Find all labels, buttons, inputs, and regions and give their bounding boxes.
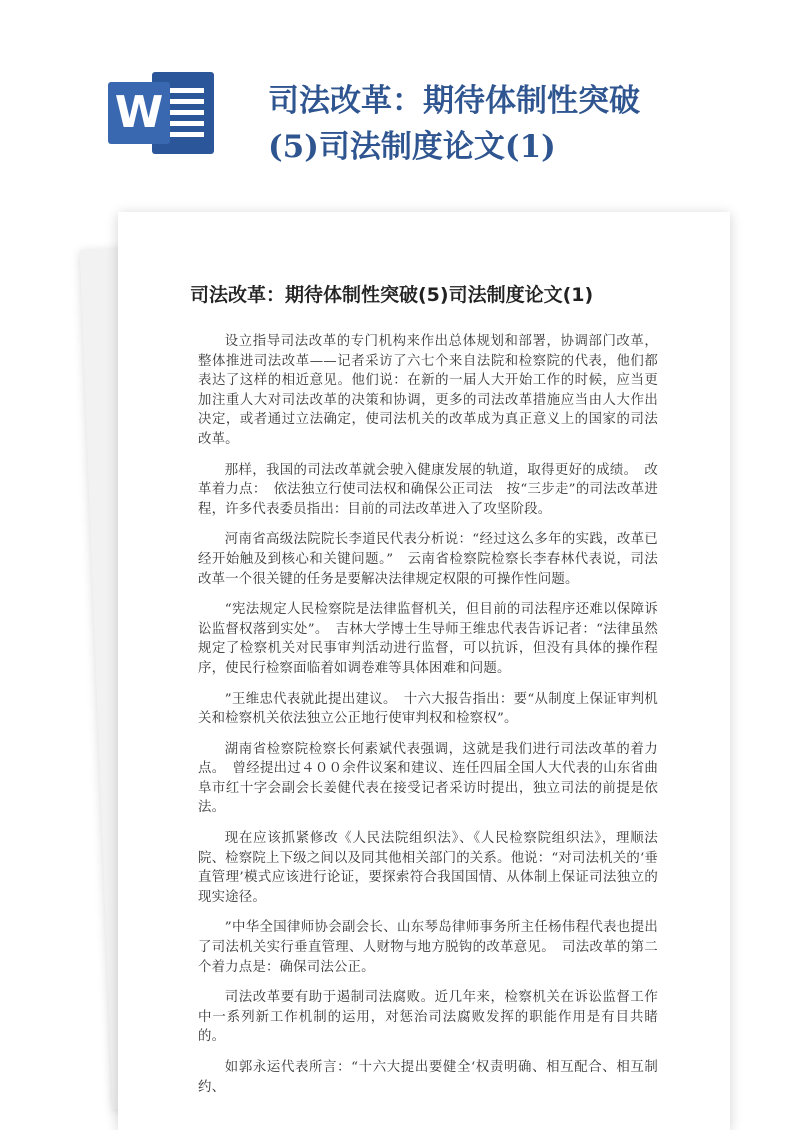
paragraph: 司法改革要有助于遏制司法腐败。近几年来，检察机关在诉讼监督工作中一系列新工作机制的运用，对惩治司法腐败发挥的职能作用是有目共睹的。 <box>198 990 658 1045</box>
document-title: 司法改革：期待体制性突破(5)司法制度论文(1) <box>190 284 594 306</box>
paragraph: 河南省高级法院院长李道民代表分析说：“经过这么多年的实践，改革已经开始触及到核心和关键问题。” 云南省检察院检察长李春林代表说，司法改革一个很关键的任务是要解决法律规定权限的可操作性问题。 <box>198 532 658 587</box>
paragraph: “宪法规定人民检察院是法律监督机关，但目前的司法程序还难以保障诉讼监督权落到实处”。 吉林大学博士生导师王维忠代表告诉记者：“法律虽然规定了检察机关对民事审判活动进行监督，可以抗诉，但没有具体的操作程序，使民行检察面临着如调卷难等具体困难和问题。 <box>198 602 658 676</box>
paragraph: ”王维忠代表就此提出建议。 十六大报告指出：要“从制度上保证审判机关和检察机关依法独立公正地行使审判权和检察权”。 <box>198 691 658 727</box>
word-icon-line <box>170 110 204 115</box>
word-icon-line <box>170 99 204 104</box>
word-document-icon <box>108 72 218 154</box>
word-icon-letter: W <box>108 82 170 144</box>
page-title: 司法改革：期待体制性突破(5)司法制度论文(1) <box>268 83 640 165</box>
document-page <box>118 212 730 1130</box>
paragraph: 如郭永运代表所言：“十六大提出要健全‘权责明确、相互配合、相互制约、 <box>198 1060 658 1095</box>
word-icon-line <box>170 121 204 126</box>
paragraph: ”中华全国律师协会副会长、山东琴岛律师事务所主任杨伟程代表也提出了司法机关实行垂直管理、人财物与地方脱钩的改革意见。 司法改革的第二个着力点是：确保司法公正。 <box>198 920 658 975</box>
word-icon-line <box>170 132 204 137</box>
paragraph: 设立指导司法改革的专门机构来作出总体规划和部署，协调部门改革，整体推进司法改革——记者采访了六七个来自法院和检察院的代表，他们都表达了这样的相近意见。他们说：在新的一届人大开始工作的时候，应当更加注重人大对司法改革的决策和协调，更多的司法改革措施应当由人大作出决定，或者通过立法确定，使司法机关的改革成为真正意义上的国家的司法改革。 <box>198 334 658 447</box>
paragraph: 现在应该抓紧修改《人民法院组织法》、《人民检察院组织法》，理顺法院、检察院上下级之间以及同其他相关部门的关系。他说：“对司法机关的‘垂直管理’模式应该进行论证，要探索符合我国国情、从体制上保证司法独立的现实途径。 <box>198 831 658 905</box>
word-icon-line <box>170 88 204 93</box>
paragraph: 那样，我国的司法改革就会驶入健康发展的轨道，取得更好的成绩。 改革着力点： 依法独立行使司法权和确保公正司法 按“三步走”的司法改革进程，许多代表委员指出：目前的司法改革进入了攻坚阶段。 <box>198 462 658 517</box>
paragraph: 湖南省检察院检察长何素斌代表强调，这就是我们进行司法改革的着力点。 曾经提出过４００余件议案和建议、连任四届全国人大代表的山东省曲阜市红十字会副会长姜健代表在接受记者采访时提出，独立司法的前提是依法。 <box>198 741 658 816</box>
document-body <box>198 332 658 1108</box>
